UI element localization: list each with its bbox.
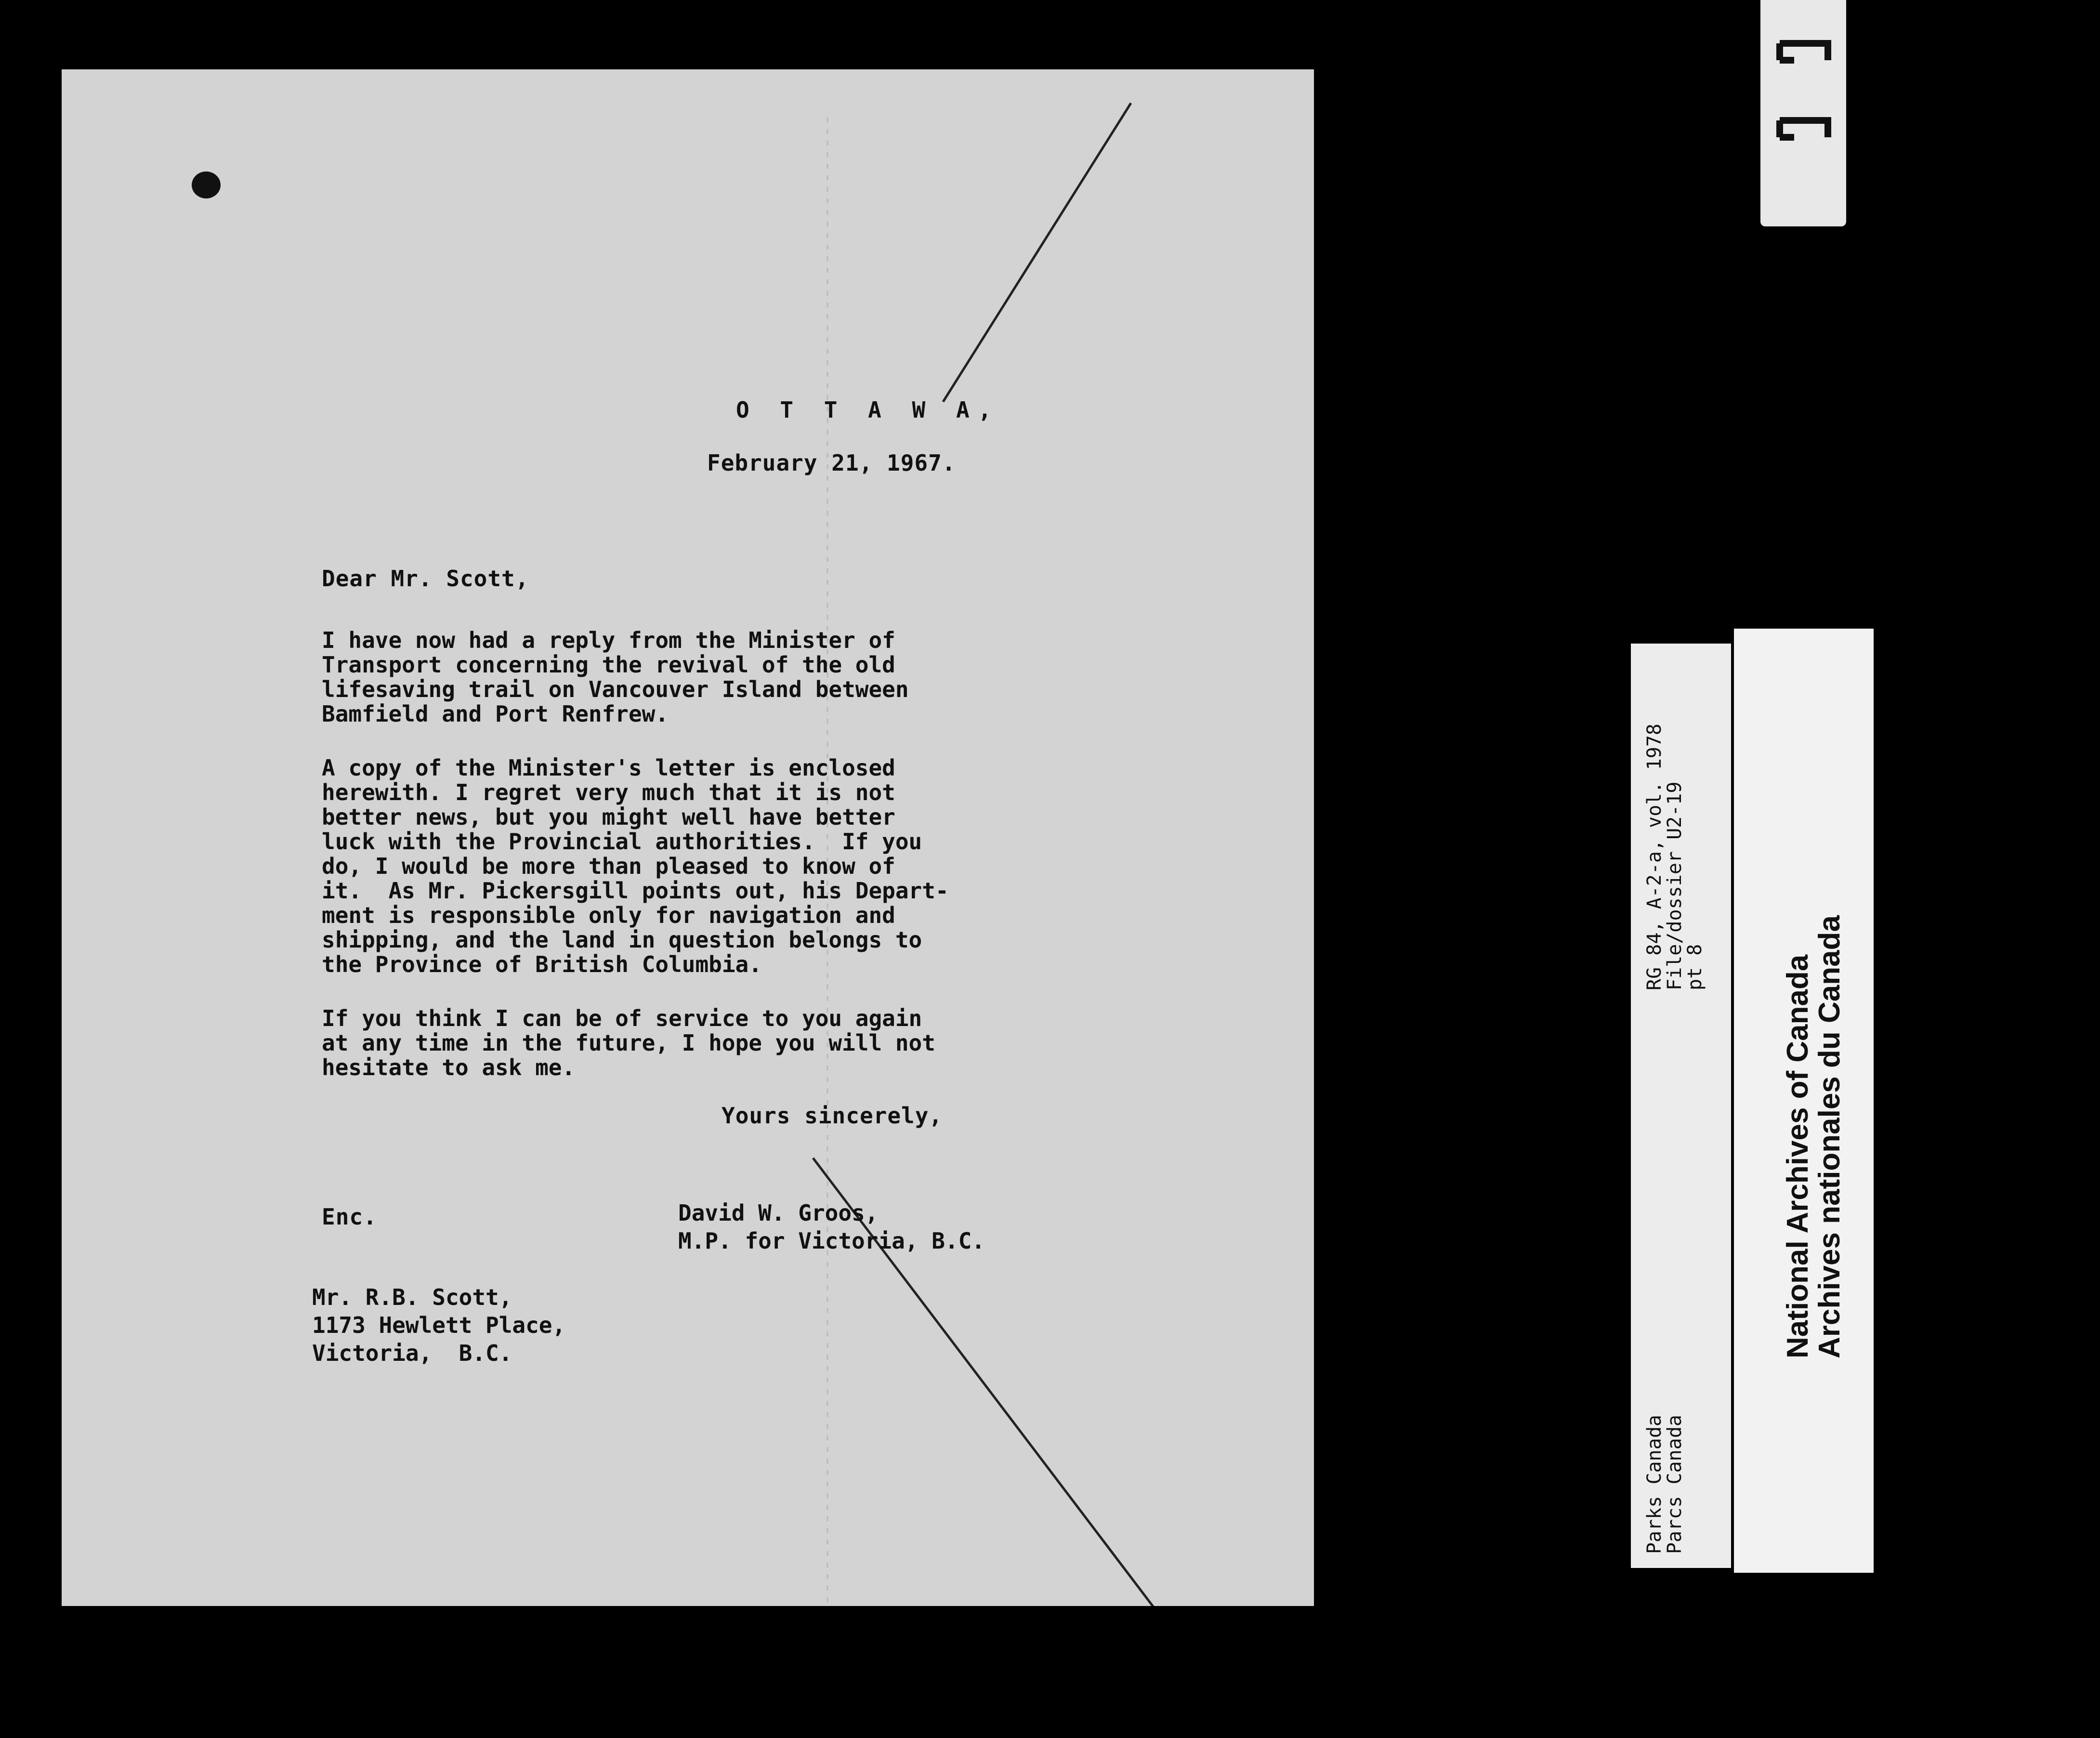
agency-name [1644, 1415, 1685, 1554]
letter-date: February 21, 1967. [707, 450, 956, 476]
institution-strip [1734, 629, 1874, 1573]
signature-name: David W. Groos, [678, 1200, 879, 1226]
salutation: Dear Mr. Scott, [322, 566, 529, 592]
punch-hole-mark [192, 171, 221, 198]
letter-page [62, 69, 1314, 1606]
reference-line: RG 84, A-2-a, vol. 1978 [1643, 724, 1666, 990]
pen-stroke-top [943, 103, 1131, 402]
reference-line: File/dossier U2-19 [1664, 781, 1686, 990]
signature-title: M.P. for Victoria, B.C. [678, 1228, 985, 1254]
enclosure-note: Enc. [322, 1204, 377, 1230]
institution-line: Archives nationales du Canada [1813, 915, 1846, 1358]
closing: Yours sincerely, [722, 1103, 943, 1129]
archive-reference [1644, 724, 1705, 990]
paragraph-3: If you think I can be of service to you again at any time in the future, I hope you will not hesitate to ask me. [322, 1005, 935, 1080]
reference-line: pt 8 [1684, 944, 1706, 990]
film-frame-marks [1775, 34, 1833, 193]
address-line: 1173 Hewlett Place, [312, 1312, 566, 1338]
institution-name [1782, 915, 1846, 1358]
paragraph-1: I have now had a reply from the Minister of Transport concerning the revival of the old lifesaving trail on Vancouver Island between Bamfield and Port Renfrew. [322, 627, 909, 727]
agency-line: Parcs Canada [1664, 1415, 1686, 1554]
institution-line: National Archives of Canada [1781, 954, 1814, 1358]
address-line: Victoria, B.C. [312, 1340, 512, 1366]
letter-city: O T T A W A, [736, 397, 1000, 423]
address-line: Mr. R.B. Scott, [312, 1284, 512, 1310]
signature-block [678, 1199, 985, 1255]
recipient-address [312, 1283, 565, 1367]
archive-reference-strip [1631, 644, 1731, 1568]
agency-line: Parks Canada [1643, 1415, 1666, 1554]
paragraph-2: A copy of the Minister's letter is enclosed herewith. I regret very much that it is not better news, but you might well have better luck with the Provincial authorities. If you do, I would be more than pleased to know of it. As Mr. Pickersgill points out, his Depart- ment is responsible only for navigation and shipping, and the land in question belongs to the Province of British Columbia. [322, 755, 949, 977]
